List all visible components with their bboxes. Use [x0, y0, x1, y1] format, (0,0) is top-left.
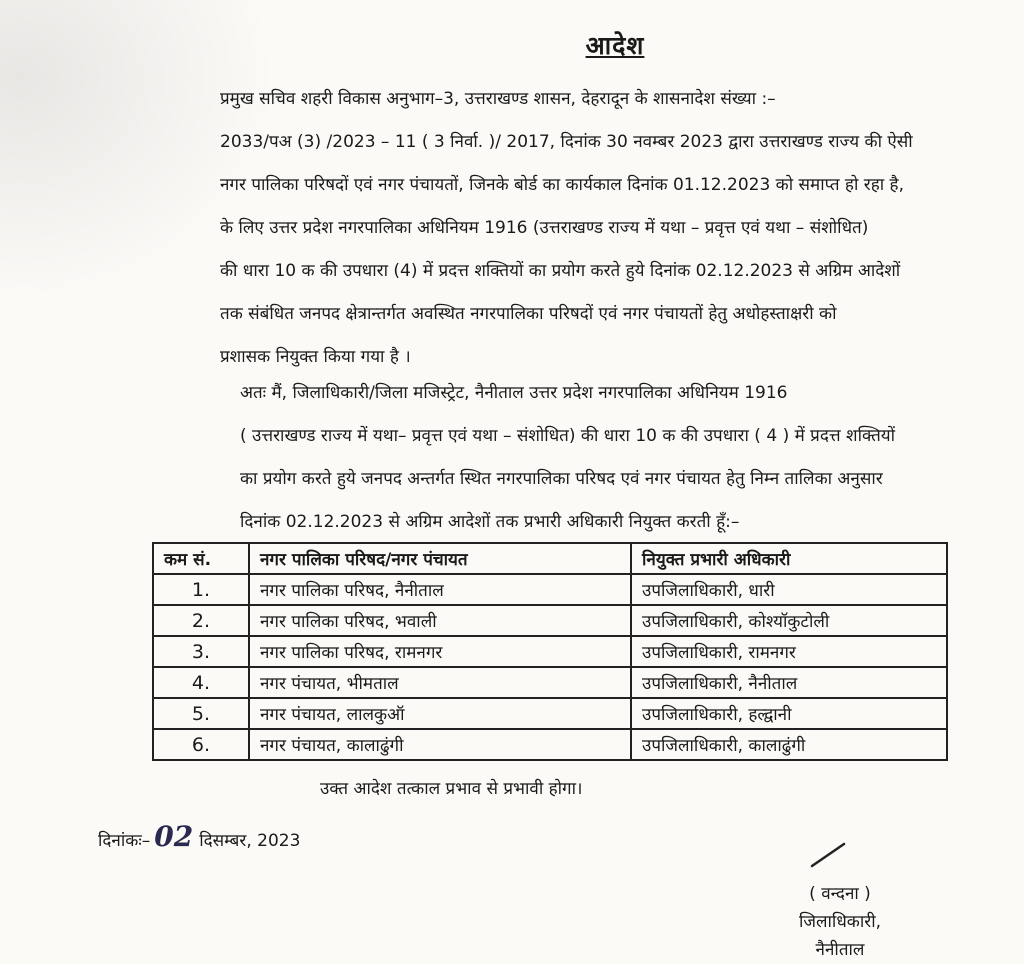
paragraph-1-line: प्रमुख सचिव शहरी विकास अनुभाग–3, उत्तराखण्ड शासन, देहरादून के शासनादेश संख्या :– [220, 89, 776, 109]
table-row [153, 574, 947, 605]
signatory-name: ( वन्दना ) [809, 884, 871, 904]
body-cell: नगर पंचायत, लालकुऑ [249, 698, 631, 729]
signatory-designation: जिलाधिकारी, [798, 912, 882, 932]
table-header-row [153, 543, 947, 574]
officer-cell: उपजिलाधिकारी, नैनीताल [631, 667, 947, 698]
officer-cell: उपजिलाधिकारी, रामनगर [631, 636, 947, 667]
serial-cell: 3. [153, 636, 249, 667]
paragraph-1 [98, 78, 998, 379]
table-row [153, 729, 947, 760]
paragraph-1-line: 2033/पअ (3) /2023 – 11 ( 3 निर्वा. )/ 2017, दिनांक 30 नवम्बर 2023 द्वारा उत्तराखण्ड राज्य की ऐसी [220, 132, 913, 152]
table-row [153, 636, 947, 667]
body-cell: नगर पंचायत, भीमताल [249, 667, 631, 698]
order-date [98, 820, 300, 853]
serial-cell: 2. [153, 605, 249, 636]
date-label: दिनांकः– [98, 831, 151, 851]
table-row [153, 605, 947, 636]
body-cell: नगर पंचायत, कालाढुंगी [249, 729, 631, 760]
body-cell: नगर पालिका परिषद, नैनीताल [249, 574, 631, 605]
table-row [153, 667, 947, 698]
paragraph-2-line: अतः मैं, जिलाधिकारी/जिला मजिस्ट्रेट, नैनीताल उत्तर प्रदेश नगरपालिका अधिनियम 1916 [240, 383, 788, 403]
paragraph-1-line: तक संबंधित जनपद क्षेत्रान्तर्गत अवस्थित नगरपालिका परिषदों एवं नगर पंचायतों हेतु अधोहस्ताक्षरी को [220, 304, 837, 324]
body-cell: नगर पालिका परिषद, रामनगर [249, 636, 631, 667]
signatory-place: नैनीताल [815, 940, 865, 960]
paragraph-1-line: प्रशासक नियुक्त किया गया है । [220, 347, 411, 367]
header-officer: नियुक्त प्रभारी अधिकारी [631, 543, 947, 574]
serial-cell: 5. [153, 698, 249, 729]
table-row [153, 698, 947, 729]
serial-cell: 4. [153, 667, 249, 698]
paragraph-2-line: का प्रयोग करते हुये जनपद अन्तर्गत स्थित नगरपालिका परिषद एवं नगर पंचायत हेतु निम्न तालिका अनुसार [240, 469, 883, 489]
order-heading: आदेश [585, 31, 645, 60]
serial-cell: 6. [153, 729, 249, 760]
officer-cell: उपजिलाधिकारी, हल्द्वानी [631, 698, 947, 729]
effect-note: उक्त आदेश तत्काल प्रभाव से प्रभावी होगा। [320, 779, 583, 799]
serial-cell: 1. [153, 574, 249, 605]
paragraph-2-line: दिनांक 02.12.2023 से अग्रिम आदेशों तक प्रभारी अधिकारी नियुक्त करती हूँ:– [240, 512, 740, 532]
paragraph-1-line: की धारा 10 क की उपधारा (4) में प्रदत्त शक्तियों का प्रयोग करते हुये दिनांक 02.12.2023 से अग्रिम आदेशों [220, 261, 901, 281]
officer-cell: उपजिलाधिकारी, कोश्यॉकुटोली [631, 605, 947, 636]
header-body: नगर पालिका परिषद/नगर पंचायत [249, 543, 631, 574]
signature-mark [808, 840, 848, 870]
date-day-handwritten: 02 [154, 820, 194, 853]
paragraph-1-line: नगर पालिका परिषदों एवं नगर पंचायतों, जिनके बोर्ड का कार्यकाल दिनांक 01.12.2023 को समाप्त हो रहा है, [220, 175, 904, 195]
signatory-block [780, 880, 900, 964]
paragraph-2-line: ( उत्तराखण्ड राज्य में यथा– प्रवृत्त एवं यथा – संशोधित) की धारा 10 क की उपधारा ( 4 ) में प्रदत्त शक्तियों [240, 426, 896, 446]
paragraph-2 [98, 372, 998, 544]
officer-cell: उपजिलाधिकारी, कालाढुंगी [631, 729, 947, 760]
paragraph-1-line: के लिए उत्तर प्रदेश नगरपालिका अधिनियम 1916 (उत्तराखण्ड राज्य में यथा – प्रवृत्त एवं यथा – संशोधित) [220, 218, 869, 238]
officer-cell: उपजिलाधिकारी, धारी [631, 574, 947, 605]
header-serial: कम सं. [153, 543, 249, 574]
body-cell: नगर पालिका परिषद, भवाली [249, 605, 631, 636]
date-rest: दिसम्बर, 2023 [199, 831, 301, 851]
officer-table [152, 542, 948, 761]
